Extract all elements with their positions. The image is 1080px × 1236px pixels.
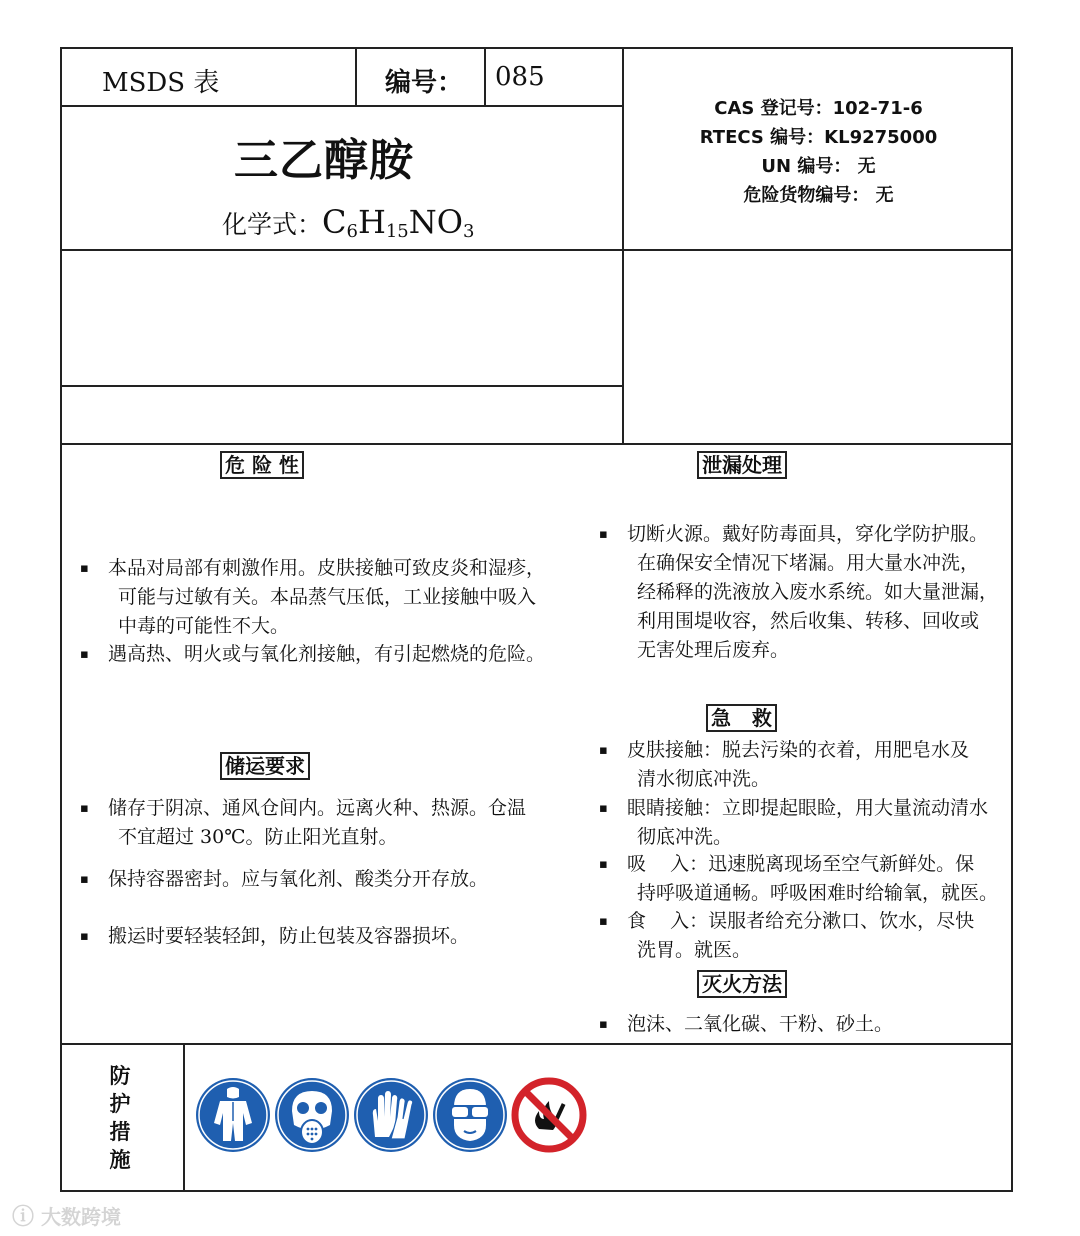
watermark-logo-icon: ⓘ xyxy=(12,1205,35,1230)
chemical-name: 三乙醇胺 xyxy=(234,135,414,186)
identifier-block xyxy=(624,94,1013,210)
bullet-icon: ▪ xyxy=(599,527,608,542)
leak-heading: 泄漏处理 xyxy=(697,451,787,479)
formula-c-sub: 6 xyxy=(346,221,358,243)
dangerous-goods-number: 危险货物编号： 无 xyxy=(743,185,894,206)
bullet-icon: ▪ xyxy=(599,1017,608,1032)
divider-left-blank xyxy=(60,385,623,387)
bullet-icon: ▪ xyxy=(80,561,89,576)
divider-content-top xyxy=(60,443,1013,445)
fire-item-1: ▪ 泡沫、二氧化碳、干粉、砂土。 xyxy=(627,1010,893,1039)
rtecs-number: RTECS 编号：KL9275000 xyxy=(699,127,938,148)
safety-goggles-icon xyxy=(432,1077,508,1153)
first-aid-item-1: ▪ 皮肤接触：脱去污染的衣着，用肥皂水及 清水彻底冲洗。 xyxy=(627,736,969,794)
no-open-flame-icon xyxy=(511,1077,587,1153)
gas-mask-icon xyxy=(274,1077,350,1153)
formula-h: H xyxy=(357,203,386,241)
first-aid-item-3: ▪ 吸 入：迅速脱离现场至空气新鲜处。保 持呼吸道通畅。呼吸困难时给输氧，就医。 xyxy=(627,850,998,908)
cas-number: CAS 登记号：102-71-6 xyxy=(714,98,923,119)
storage-heading: 储运要求 xyxy=(220,752,310,780)
first-aid-item-2: ▪ 眼睛接触：立即提起眼睑，用大量流动清水 彻底冲洗。 xyxy=(627,794,988,852)
formula-no: NO xyxy=(408,203,463,241)
bullet-icon: ▪ xyxy=(599,743,608,758)
leak-item-1: ▪ 切断火源。戴好防毒面具，穿化学防护服。 在确保安全情况下堵漏。用大量水冲洗， 经稀释的洗液放入废水系统。如大量泄漏， 利用围堤收容，然后收集、转移、回收或 无害处理后废弃。 xyxy=(627,520,998,665)
hazard-item-1: ▪ 本品对局部有刺激作用。皮肤接触可致皮炎和湿疹， 可能与过敏有关。本品蒸气压低，工业接触中吸入 中毒的可能性不大。 xyxy=(108,554,545,641)
first-aid-item-4: ▪ 食 入：误服者给充分漱口、饮水，尽快 洗胃。就医。 xyxy=(627,907,974,965)
bullet-icon: ▪ xyxy=(80,801,89,816)
number-value: 085 xyxy=(495,62,545,92)
formula-c: C xyxy=(322,203,347,241)
fire-heading: 灭火方法 xyxy=(697,970,787,998)
number-label: 编号： xyxy=(385,68,464,98)
chemical-formula xyxy=(222,203,474,242)
bullet-icon: ▪ xyxy=(599,801,608,816)
hazard-heading: 危 险 性 xyxy=(220,451,304,479)
watermark: ⓘ 大数跨境 xyxy=(12,1205,121,1230)
msds-label: MSDS 表 xyxy=(102,68,220,98)
storage-item-2: ▪ 保持容器密封。应与氧化剂、酸类分开存放。 xyxy=(108,865,488,894)
bullet-icon: ▪ xyxy=(80,872,89,887)
formula-o-sub: 3 xyxy=(463,221,475,243)
protection-label: 防 护 措 施 xyxy=(109,1064,131,1172)
bullet-icon: ▪ xyxy=(80,929,89,944)
bullet-icon: ▪ xyxy=(599,857,608,872)
divider-header-bottom xyxy=(60,249,1013,251)
protective-suit-icon xyxy=(195,1077,271,1153)
storage-item-3: ▪ 搬运时要轻装轻卸，防止包装及容器损坏。 xyxy=(108,922,469,951)
storage-item-1: ▪ 储存于阴凉、通风仓间内。远离火种、热源。仓温 不宜超过 30℃。防止阳光直射。 xyxy=(108,794,526,852)
divider-protection-label xyxy=(183,1043,185,1192)
divider-protection-top xyxy=(60,1043,1013,1045)
formula-h-sub: 15 xyxy=(385,221,409,243)
bullet-icon: ▪ xyxy=(599,914,608,929)
hazard-item-2: ▪ 遇高热、明火或与氧化剂接触，有引起燃烧的危险。 xyxy=(108,640,545,669)
protective-gloves-icon xyxy=(353,1077,429,1153)
bullet-icon: ▪ xyxy=(80,647,89,662)
first-aid-heading: 急 救 xyxy=(706,704,777,732)
formula-label: 化学式： xyxy=(222,210,323,239)
un-number: UN 编号： 无 xyxy=(761,156,876,177)
divider-title-row xyxy=(60,105,623,107)
